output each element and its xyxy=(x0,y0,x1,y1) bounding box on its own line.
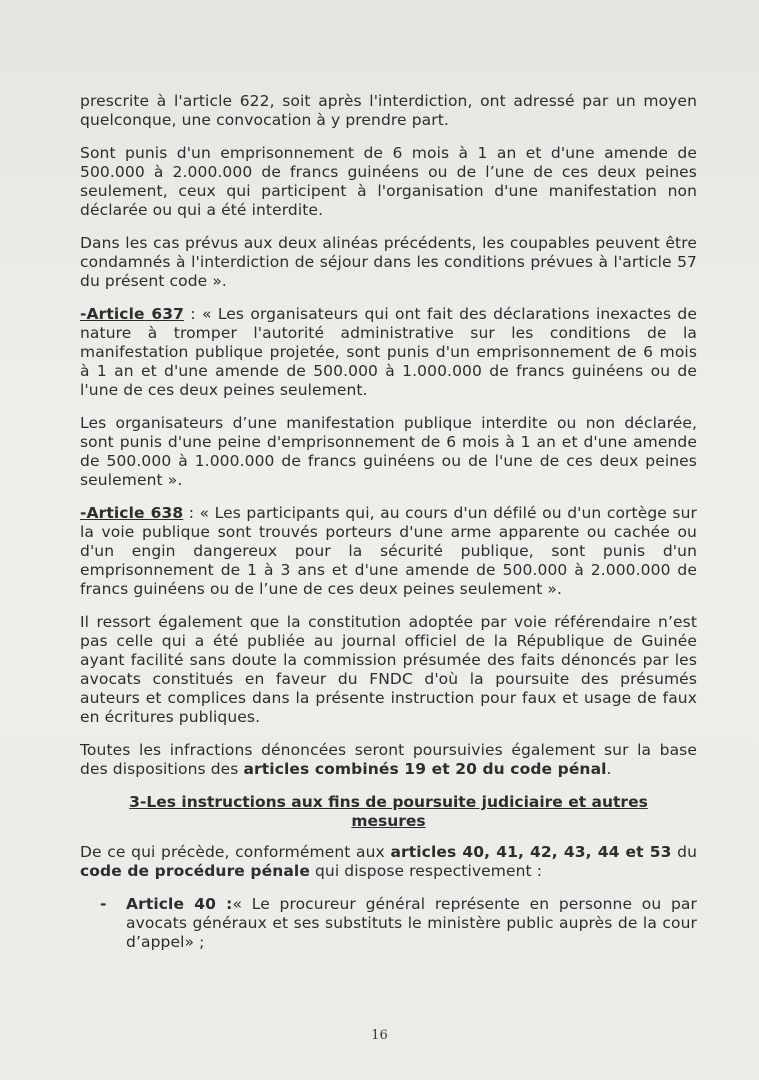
paragraph-2: Sont punis d'un emprisonnement de 6 mois à 1 an et d'une amende de 500.000 à 2.000.000 de francs guinéens ou de l’une de ces deux peines seulement, ceux qui participent à l'organisation d'une manifestation non déclarée ou qui a été interdite. xyxy=(80,144,697,219)
paragraph-3: Dans les cas prévus aux deux alinéas précédents, les coupables peuvent être condamnés à l'interdiction de séjour dans les conditions prévues à l'article 57 du présent code ». xyxy=(80,234,697,290)
paragraph-5: Les organisateurs d’une manifestation publique interdite ou non déclarée, sont punis d'une peine d'emprisonnement de 6 mois à 1 an et d'une amende de 500.000 à 1.000.000 de francs guinéens ou de l'une de ces deux peines seulement ». xyxy=(80,414,697,489)
paragraph-8 xyxy=(80,741,697,779)
paragraph-9-text-a: De ce qui précède, conformément aux xyxy=(80,843,391,861)
paragraph-9-text-c: du xyxy=(671,843,697,861)
article-637-text: : « Les organisateurs qui ont fait des déclarations inexactes de nature à tromper l'autorité administrative sur les conditions de la manifestation publique projetée, sont punis d'un emprisonnement de 6 mois à 1 an et d'une amende de 500.000 à 1.000.000 de francs guinéens ou de l'une de ces deux peines seulement. xyxy=(80,305,697,399)
article-638-label: -Article 638 xyxy=(80,504,184,522)
paragraph-8-text-a: Toutes les infractions dénoncées seront poursuivies également sur la base des dispositions des xyxy=(80,741,697,778)
article-40-text: « Le procureur général représente en personne ou par avocats généraux et ses substituts le ministère public auprès de la cour d’appel» ; xyxy=(126,895,698,951)
article-40-label: Article 40 : xyxy=(126,895,233,913)
paragraph-9-text-e: qui dispose respectivement : xyxy=(309,862,543,880)
paragraph-1: prescrite à l'article 622, soit après l'interdiction, ont adressé par un moyen quelconque, une convocation à y prendre part. xyxy=(80,92,697,129)
page-number: 16 xyxy=(371,1028,388,1043)
article-638-text: : « Les participants qui, au cours d'un défilé ou d'un cortège sur la voie publique sont trouvés porteurs d'une arme apparente ou cachée ou d'un engin dangereux pour la sécurité publique, sont punis d'un emprisonnement de 1 à 3 ans et d'une amende de 500.000 à 2.000.000 de francs guinéens ou de l’une de ces deux peines seulement ». xyxy=(80,504,697,598)
list-item-text xyxy=(126,895,697,952)
list-item-article-40 xyxy=(80,895,697,952)
paragraph-9 xyxy=(80,843,697,881)
paragraph-9-articles: articles 40, 41, 42, 43, 44 et 53 xyxy=(390,843,672,861)
section-heading: 3-Les instructions aux fins de poursuite judiciaire et autres mesures xyxy=(129,793,648,830)
article-638-paragraph xyxy=(80,504,697,599)
article-637-label: -Article 637 xyxy=(80,305,185,323)
paragraph-7: Il ressort également que la constitution adoptée par voie référendaire n’est pas celle qui a été publiée au journal officiel de la République de Guinée ayant facilité sans doute la commission présumée des faits dénoncés par les avocats constitués en faveur du FNDC d'où la poursuite des présumés auteurs et complices dans la présente instruction pour faux et usage de faux en écritures publiques. xyxy=(80,613,697,726)
paragraph-8-text-c: . xyxy=(606,760,612,778)
article-637-paragraph xyxy=(80,305,697,400)
list-bullet: - xyxy=(100,895,107,913)
paragraph-9-code: code de procédure pénale xyxy=(80,862,310,880)
paragraph-8-bold: articles combinés 19 et 20 du code pénal xyxy=(243,760,607,778)
